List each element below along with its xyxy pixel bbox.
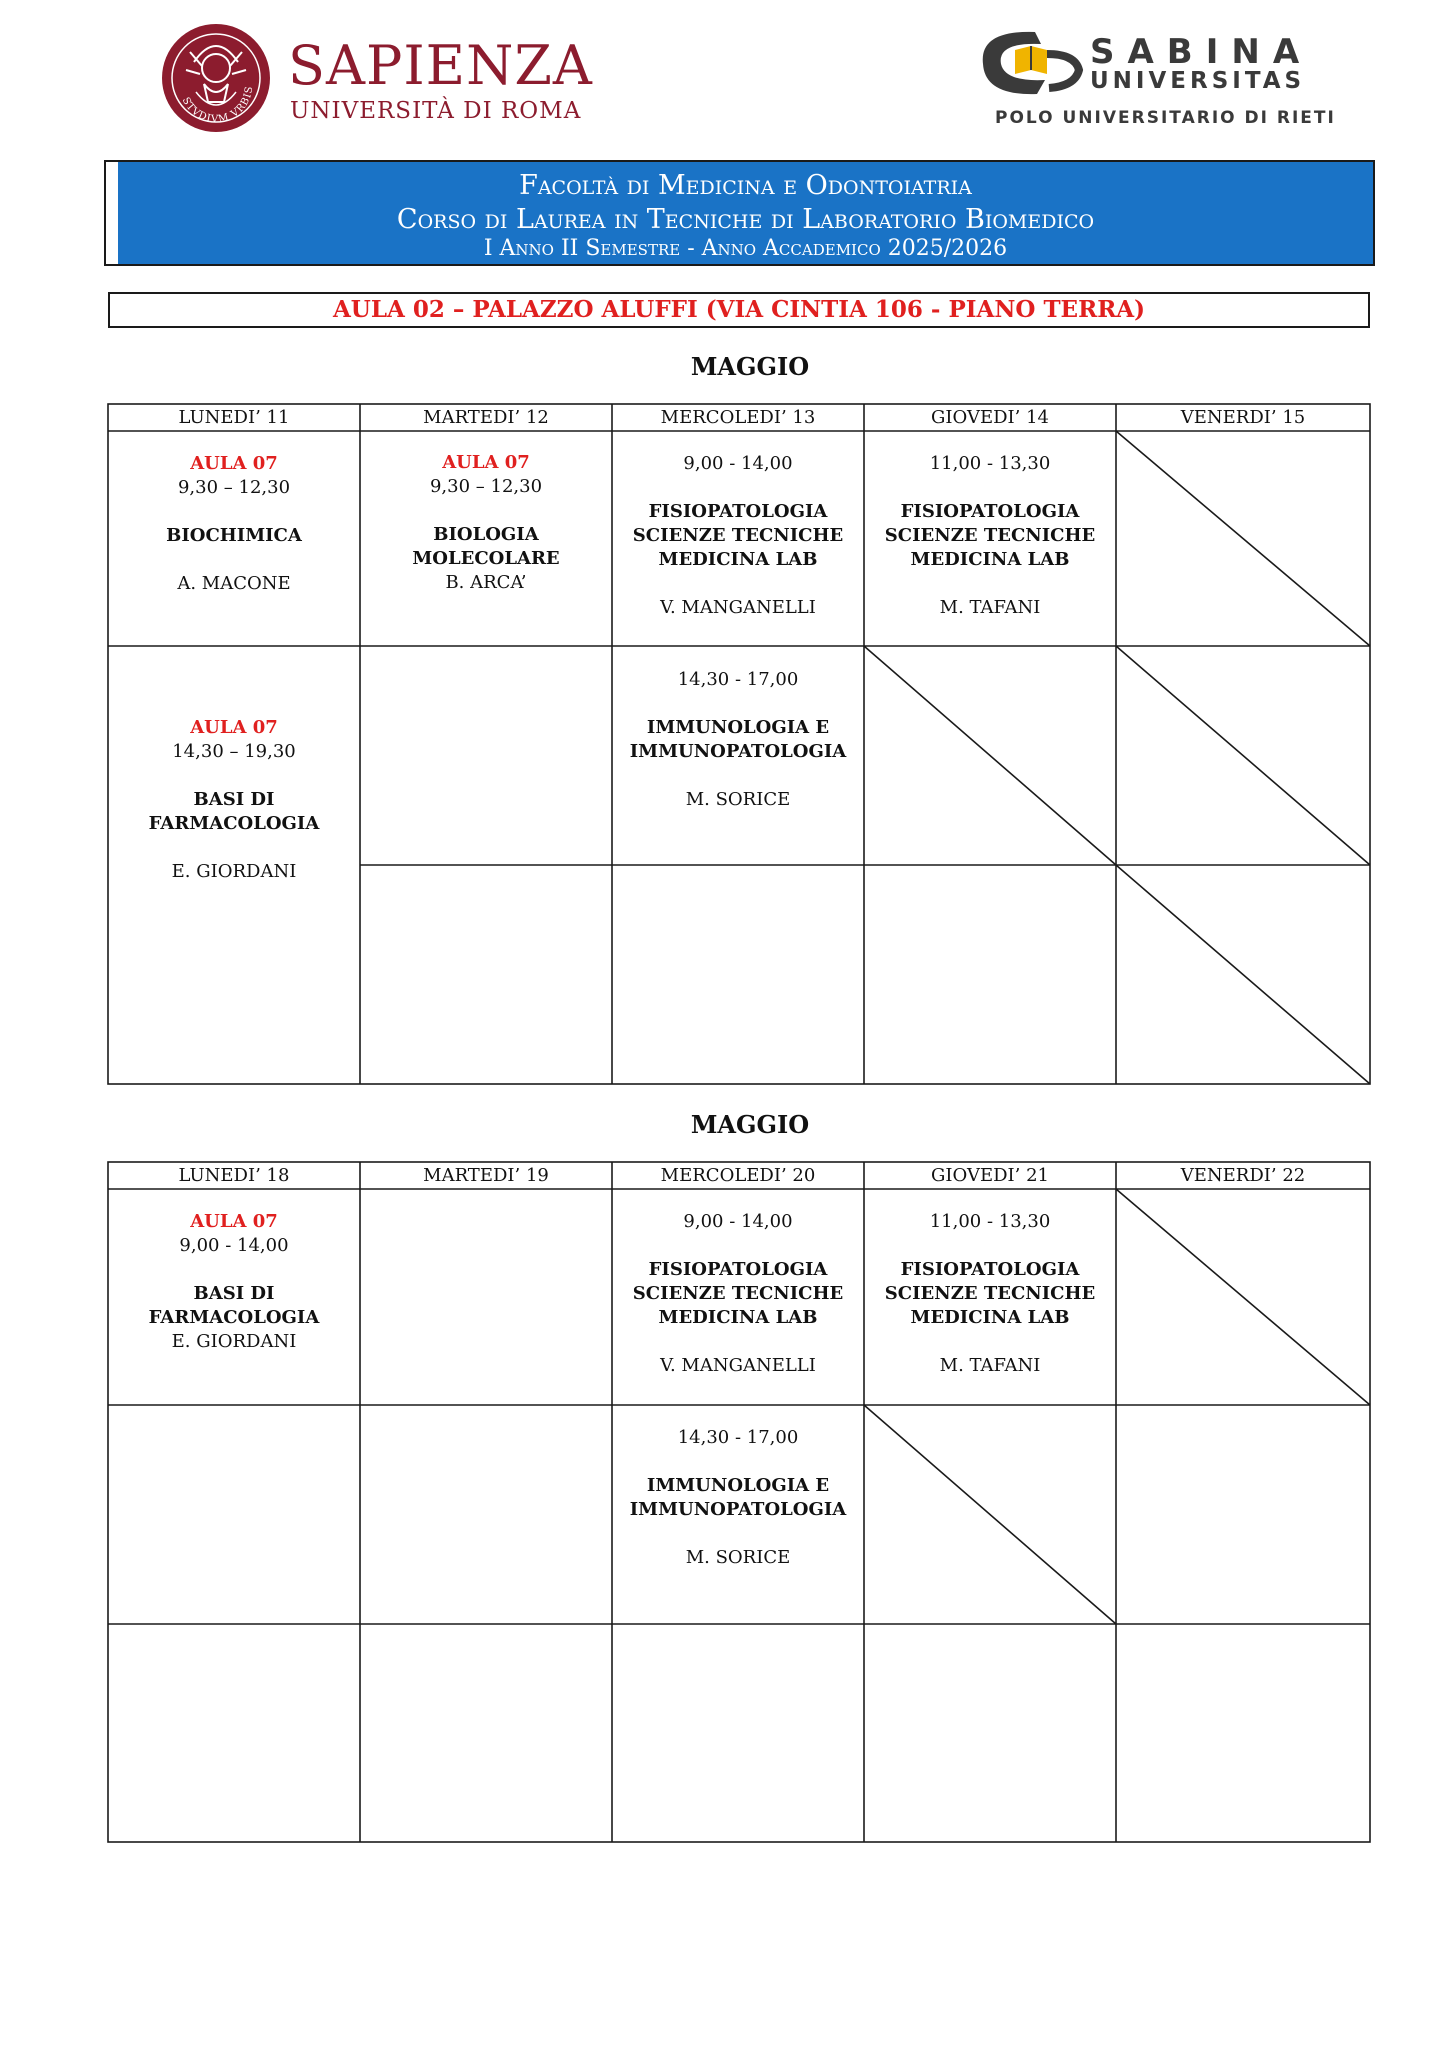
lesson-subject: MEDICINA LAB bbox=[658, 549, 818, 570]
lesson-cell bbox=[612, 452, 864, 620]
lesson-teacher: M. SORICE bbox=[685, 1547, 791, 1568]
lesson-time: 11,00 - 13,30 bbox=[929, 1211, 1051, 1232]
lesson-subject: MEDICINA LAB bbox=[910, 1307, 1070, 1328]
lesson-teacher: A. MACONE bbox=[177, 573, 291, 594]
sapienza-seal-icon bbox=[160, 22, 272, 134]
lesson-time: 9,30 – 12,30 bbox=[177, 477, 291, 498]
course-name: Corso di Laurea in Tecniche di Laboratorio Biomedico bbox=[396, 204, 1095, 235]
lesson-subject: FISIOPATOLOGIA bbox=[900, 501, 1080, 522]
day-header: GIOVEDI’ 21 bbox=[931, 1165, 1049, 1186]
lesson-time: 9,00 - 14,00 bbox=[179, 1235, 289, 1256]
lesson-subject: IMMUNOPATOLOGIA bbox=[629, 741, 847, 762]
lesson-subject: FARMACOLOGIA bbox=[148, 1307, 320, 1328]
week-grid bbox=[108, 404, 1384, 1084]
lesson-teacher: E. GIORDANI bbox=[171, 1331, 297, 1352]
sapienza-logo bbox=[160, 22, 593, 140]
cross-out-line bbox=[864, 646, 1116, 865]
lesson-time: 14,30 - 17,00 bbox=[677, 669, 799, 690]
lesson-room: AULA 07 bbox=[190, 717, 278, 738]
month-title: MAGGIO bbox=[690, 1110, 810, 1139]
lesson-teacher: E. GIORDANI bbox=[171, 861, 297, 882]
lesson-cell bbox=[360, 451, 612, 595]
day-header: MERCOLEDI’ 13 bbox=[660, 407, 816, 428]
lesson-teacher: M. SORICE bbox=[685, 789, 791, 810]
lesson-room: AULA 07 bbox=[190, 1211, 278, 1232]
cross-out-line bbox=[1116, 646, 1370, 865]
lesson-cell bbox=[108, 716, 360, 884]
lesson-subject: BASI DI bbox=[193, 1283, 275, 1304]
room-label: AULA 02 – PALAZZO ALUFFI (VIA CINTIA 106 - PIANO TERRA) bbox=[108, 292, 1370, 328]
lesson-teacher: M. TAFANI bbox=[939, 1355, 1041, 1376]
day-header: LUNEDI’ 18 bbox=[178, 1165, 290, 1186]
lesson-subject: SCIENZE TECNICHE bbox=[884, 1283, 1096, 1304]
sabina-name: SABINA bbox=[1090, 32, 1313, 72]
lesson-time: 14,30 - 17,00 bbox=[677, 1427, 799, 1448]
day-header: MARTEDI’ 19 bbox=[423, 1165, 549, 1186]
day-header: GIOVEDI’ 14 bbox=[931, 407, 1049, 428]
sabina-book-icon bbox=[975, 24, 1085, 104]
lesson-time: 9,00 - 14,00 bbox=[683, 1211, 793, 1232]
lesson-cell bbox=[612, 668, 864, 812]
lesson-teacher: V. MANGANELLI bbox=[660, 1355, 816, 1376]
lesson-subject: SCIENZE TECNICHE bbox=[884, 525, 1096, 546]
lesson-time: 9,30 – 12,30 bbox=[429, 476, 543, 497]
lesson-subject: FISIOPATOLOGIA bbox=[900, 1259, 1080, 1280]
lesson-cell bbox=[108, 1210, 360, 1354]
sabina-tagline: POLO UNIVERSITARIO DI RIETI bbox=[995, 108, 1336, 128]
lesson-subject: MEDICINA LAB bbox=[658, 1307, 818, 1328]
faculty-header-band bbox=[118, 162, 1373, 264]
lesson-cell bbox=[108, 452, 360, 596]
lesson-subject: IMMUNOLOGIA E bbox=[646, 717, 830, 738]
month-title: MAGGIO bbox=[690, 352, 810, 381]
day-header: VENERDI’ 22 bbox=[1180, 1165, 1306, 1186]
lesson-teacher: M. TAFANI bbox=[939, 597, 1041, 618]
lesson-cell bbox=[612, 1426, 864, 1570]
cross-out-line bbox=[1116, 431, 1370, 646]
lesson-subject: SCIENZE TECNICHE bbox=[632, 1283, 844, 1304]
sabina-subtitle: UNIVERSITAS bbox=[1090, 68, 1306, 94]
lesson-subject: FISIOPATOLOGIA bbox=[648, 501, 828, 522]
day-header: LUNEDI’ 11 bbox=[178, 407, 290, 428]
week-grid bbox=[108, 1162, 1384, 1842]
lesson-subject: FARMACOLOGIA bbox=[148, 813, 320, 834]
sabina-logo bbox=[975, 24, 1335, 134]
day-header: MERCOLEDI’ 20 bbox=[660, 1165, 816, 1186]
lesson-subject: BIOLOGIA bbox=[433, 524, 539, 545]
lesson-teacher: V. MANGANELLI bbox=[660, 597, 816, 618]
faculty-name: Facoltà di Medicina e Odontoiatria bbox=[519, 170, 972, 201]
lesson-cell bbox=[864, 1210, 1116, 1378]
lesson-room: AULA 07 bbox=[190, 453, 278, 474]
cross-out-line bbox=[1116, 1189, 1370, 1405]
lesson-subject: IMMUNOLOGIA E bbox=[646, 1475, 830, 1496]
academic-year: I Anno II Semestre - Anno Accademico 2025/2026 bbox=[483, 236, 1008, 261]
lesson-cell bbox=[612, 1210, 864, 1378]
lesson-time: 11,00 - 13,30 bbox=[929, 453, 1051, 474]
lesson-subject: SCIENZE TECNICHE bbox=[632, 525, 844, 546]
lesson-cell bbox=[864, 452, 1116, 620]
day-header: VENERDI’ 15 bbox=[1180, 407, 1306, 428]
lesson-subject: BASI DI bbox=[193, 789, 275, 810]
sapienza-name: SAPIENZA bbox=[288, 34, 593, 97]
sapienza-subtitle: UNIVERSITÀ DI ROMA bbox=[290, 98, 582, 124]
lesson-subject: FISIOPATOLOGIA bbox=[648, 1259, 828, 1280]
lesson-room: AULA 07 bbox=[442, 452, 530, 473]
day-header: MARTEDI’ 12 bbox=[423, 407, 549, 428]
lesson-subject: MEDICINA LAB bbox=[910, 549, 1070, 570]
cross-out-line bbox=[864, 1405, 1116, 1624]
lesson-time: 14,30 – 19,30 bbox=[172, 741, 296, 762]
lesson-teacher: B. ARCA’ bbox=[445, 572, 527, 593]
lesson-subject: MOLECOLARE bbox=[412, 548, 560, 569]
faculty-header bbox=[104, 160, 1375, 266]
lesson-subject: IMMUNOPATOLOGIA bbox=[629, 1499, 847, 1520]
svg-text:STVDIVM VRBIS: STVDIVM VRBIS bbox=[179, 85, 256, 126]
cross-out-line bbox=[1116, 865, 1370, 1084]
lesson-time: 9,00 - 14,00 bbox=[683, 453, 793, 474]
lesson-subject: BIOCHIMICA bbox=[166, 525, 302, 546]
